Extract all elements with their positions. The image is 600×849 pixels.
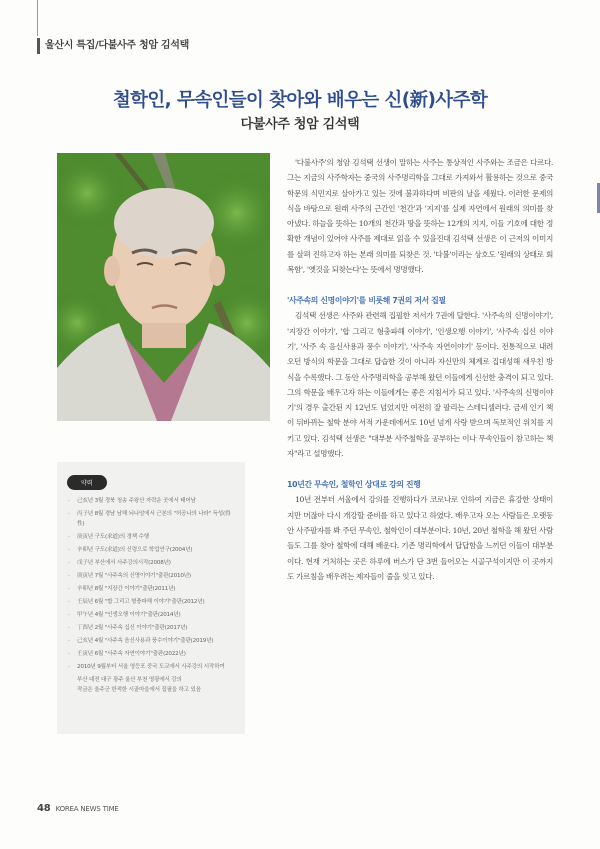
body-paragraph: '다불사주'의 청암 김석택 선생이 말하는 사주는 통상적인 사주와는 조금은 다르다. 그는 지금의 사주학자는 중국의 사주명리학을 그대로 가져와서 활용하는 것으로 중국 학문의 식민지로 살아가고 있는 것에 불과하다며 비판의 날을 세웠다. 이러한 문제의식을 바탕으로 원래 사주의 근간인 '천간'과 '지지'를 실제 자연에서 원래의 의미를 찾아냈다. 하늘을 뜻하는 10개의 천간과 땅을 뜻하는 12개의 지지, 이들 기호에 대한 정확한 개념이 있어야 사주를 제대로 읽을 수 있을진대 김석택 선생은 이 근저의 이미지를 살펴 진하고자 하는 본래 의미를 되찾은 것. '다불'이라는 상호도 '원래의 상태로 회복함', '옛것을 되찾는다'는 뜻에서 명명했다. xyxy=(287,158,553,275)
portrait-photo-icon xyxy=(57,153,270,421)
page-number: 48 xyxy=(37,803,51,814)
bio-title: 약력 xyxy=(67,475,107,490)
bio-item: - 辛卯년 8월 "지장간 이야기"출판(2011년) xyxy=(67,584,235,594)
bio-item: - 丙子년 8월 경남 남해 뇌나암에서 근본의 "허공나의 나라" 득성(得性) xyxy=(67,509,235,529)
bio-extra-line: 작금은 울주군 한적한 시골마을에서 집필을 하고 있음 xyxy=(77,687,201,693)
bio-item: - 2010년 9월부터 서울 영등포 중국 도교에서 사주강의 시작하여 xyxy=(67,662,235,672)
body-paragraph: 10년 전부터 서울에서 강의를 진행하다가 코로나로 인하여 지금은 휴강한 상태이지만 머잖아 다시 개강할 준비를 하고 있다고 하였다. 배우고자 오는 사람들은 오랫동안 사주팔자를 봐 주던 무속인, 철학인이 대부분이다. 10년, 20년 철학을 해 왔던 사람들도 그를 찾아 철학에 대해 배운다. 기존 명리학에서 답답함을 느끼던 이들이 대부분이다. 현재 거처하는 곳은 하루에 버스가 단 3번 들어오는 시골구석이지만 이 곳까지도 가르침을 배우려는 제자들이 줄을 잇고 있다. xyxy=(287,495,553,581)
bio-item: - 辛卯년 구도(求道)의 신령으로 학업연구(2004년) xyxy=(67,545,235,555)
body-paragraph: 김석택 선생은 사주와 관련해 집필한 저서가 7권에 달한다. '사주속의 신명이야기', '지장간 이야기', '합 그리고 형충파해 이야기', '인생오행 이야기', '사주속 십신 이야기', '사주 속 음신사용과 풍수 이야기', '사주속 자연이야기' 등이다. 전통적으로 내려오던 방식의 학문을 그대로 답습한 것이 아니라 자신만의 체계로 집대성해 새우친 방식을 수록했다. 그 동안 사주명리학을 공부해 왔던 이들에게 신선한 충격이 되고 있다. 그의 학문을 배우고자 하는 이들에게는 좋은 지침서가 되고 있다. '사주속의 신명이야기'의 경우 출간된 지 12년도 넘었지만 여전히 잘 팔리는 스테디셀러다. 금세 인기 책이 뒤바뀌는 철학 분야 서적 가운데에서도 10년 넘게 사랑 받으며 독보적인 위치를 지키고 있다. 김석택 선생은 "대부분 사주철학을 공부하는 이나 무속인들이 참고하는 책자"라고 설명했다. xyxy=(287,311,553,459)
section-heading: '사주속의 신명이야기'를 비롯해 7권의 저서 집필 xyxy=(287,296,446,306)
bio-extra-line: 부산 대전 대구 광주 울산 부천 영광에서 강의 xyxy=(77,677,182,683)
publication-name: KOREA NEWS TIME xyxy=(55,805,119,813)
bio-item: - 庚寅년 7월 "사주속의 신명이야기"출판(2010년) xyxy=(67,571,235,581)
section-tag: 울산시 특집/다불사주 청암 김석택 xyxy=(37,38,189,54)
bio-box xyxy=(57,462,245,734)
bio-item: - 壬辰년 6월 "합 그리고 형충파해 이야기"출판(2012년) xyxy=(67,597,235,607)
article-body xyxy=(287,155,553,584)
bio-item: - 己亥년 4월 "사주속 음신사용과 풍수이야기"출판(2019년) xyxy=(67,636,235,646)
section-heading: 10년간 무속인, 철학인 상대로 강의 진행 xyxy=(287,480,421,490)
bio-item: - 壬寅년 6월 "사주속 자연이야기"출판(2022년) xyxy=(67,649,235,659)
top-divider xyxy=(37,0,38,36)
article-subhead: 다불사주 청암 김석택 xyxy=(240,117,360,132)
bio-item: - 甲午년 4월 "인생오행 이야기"출판(2014년) xyxy=(67,610,235,620)
bio-item: - 庚寅년 구도(求道)의 경책 수행 xyxy=(67,532,235,542)
bio-list xyxy=(67,496,235,672)
page-footer xyxy=(37,803,119,814)
portrait-photo xyxy=(57,153,270,421)
article-headline: 철학인, 무속인들이 찾아와 배우는 신(新)사주학 xyxy=(112,90,488,111)
bio-item: - 戊子년 부산에서 사주강의시작(2008년) xyxy=(67,558,235,568)
bio-item: - 丁酉년 2월 "사주속 십신 이야기"출판(2017년) xyxy=(67,623,235,633)
bio-item: - 己亥년 3월 경북 청송 주왕산 자락운 곳에서 태어남 xyxy=(67,496,235,506)
